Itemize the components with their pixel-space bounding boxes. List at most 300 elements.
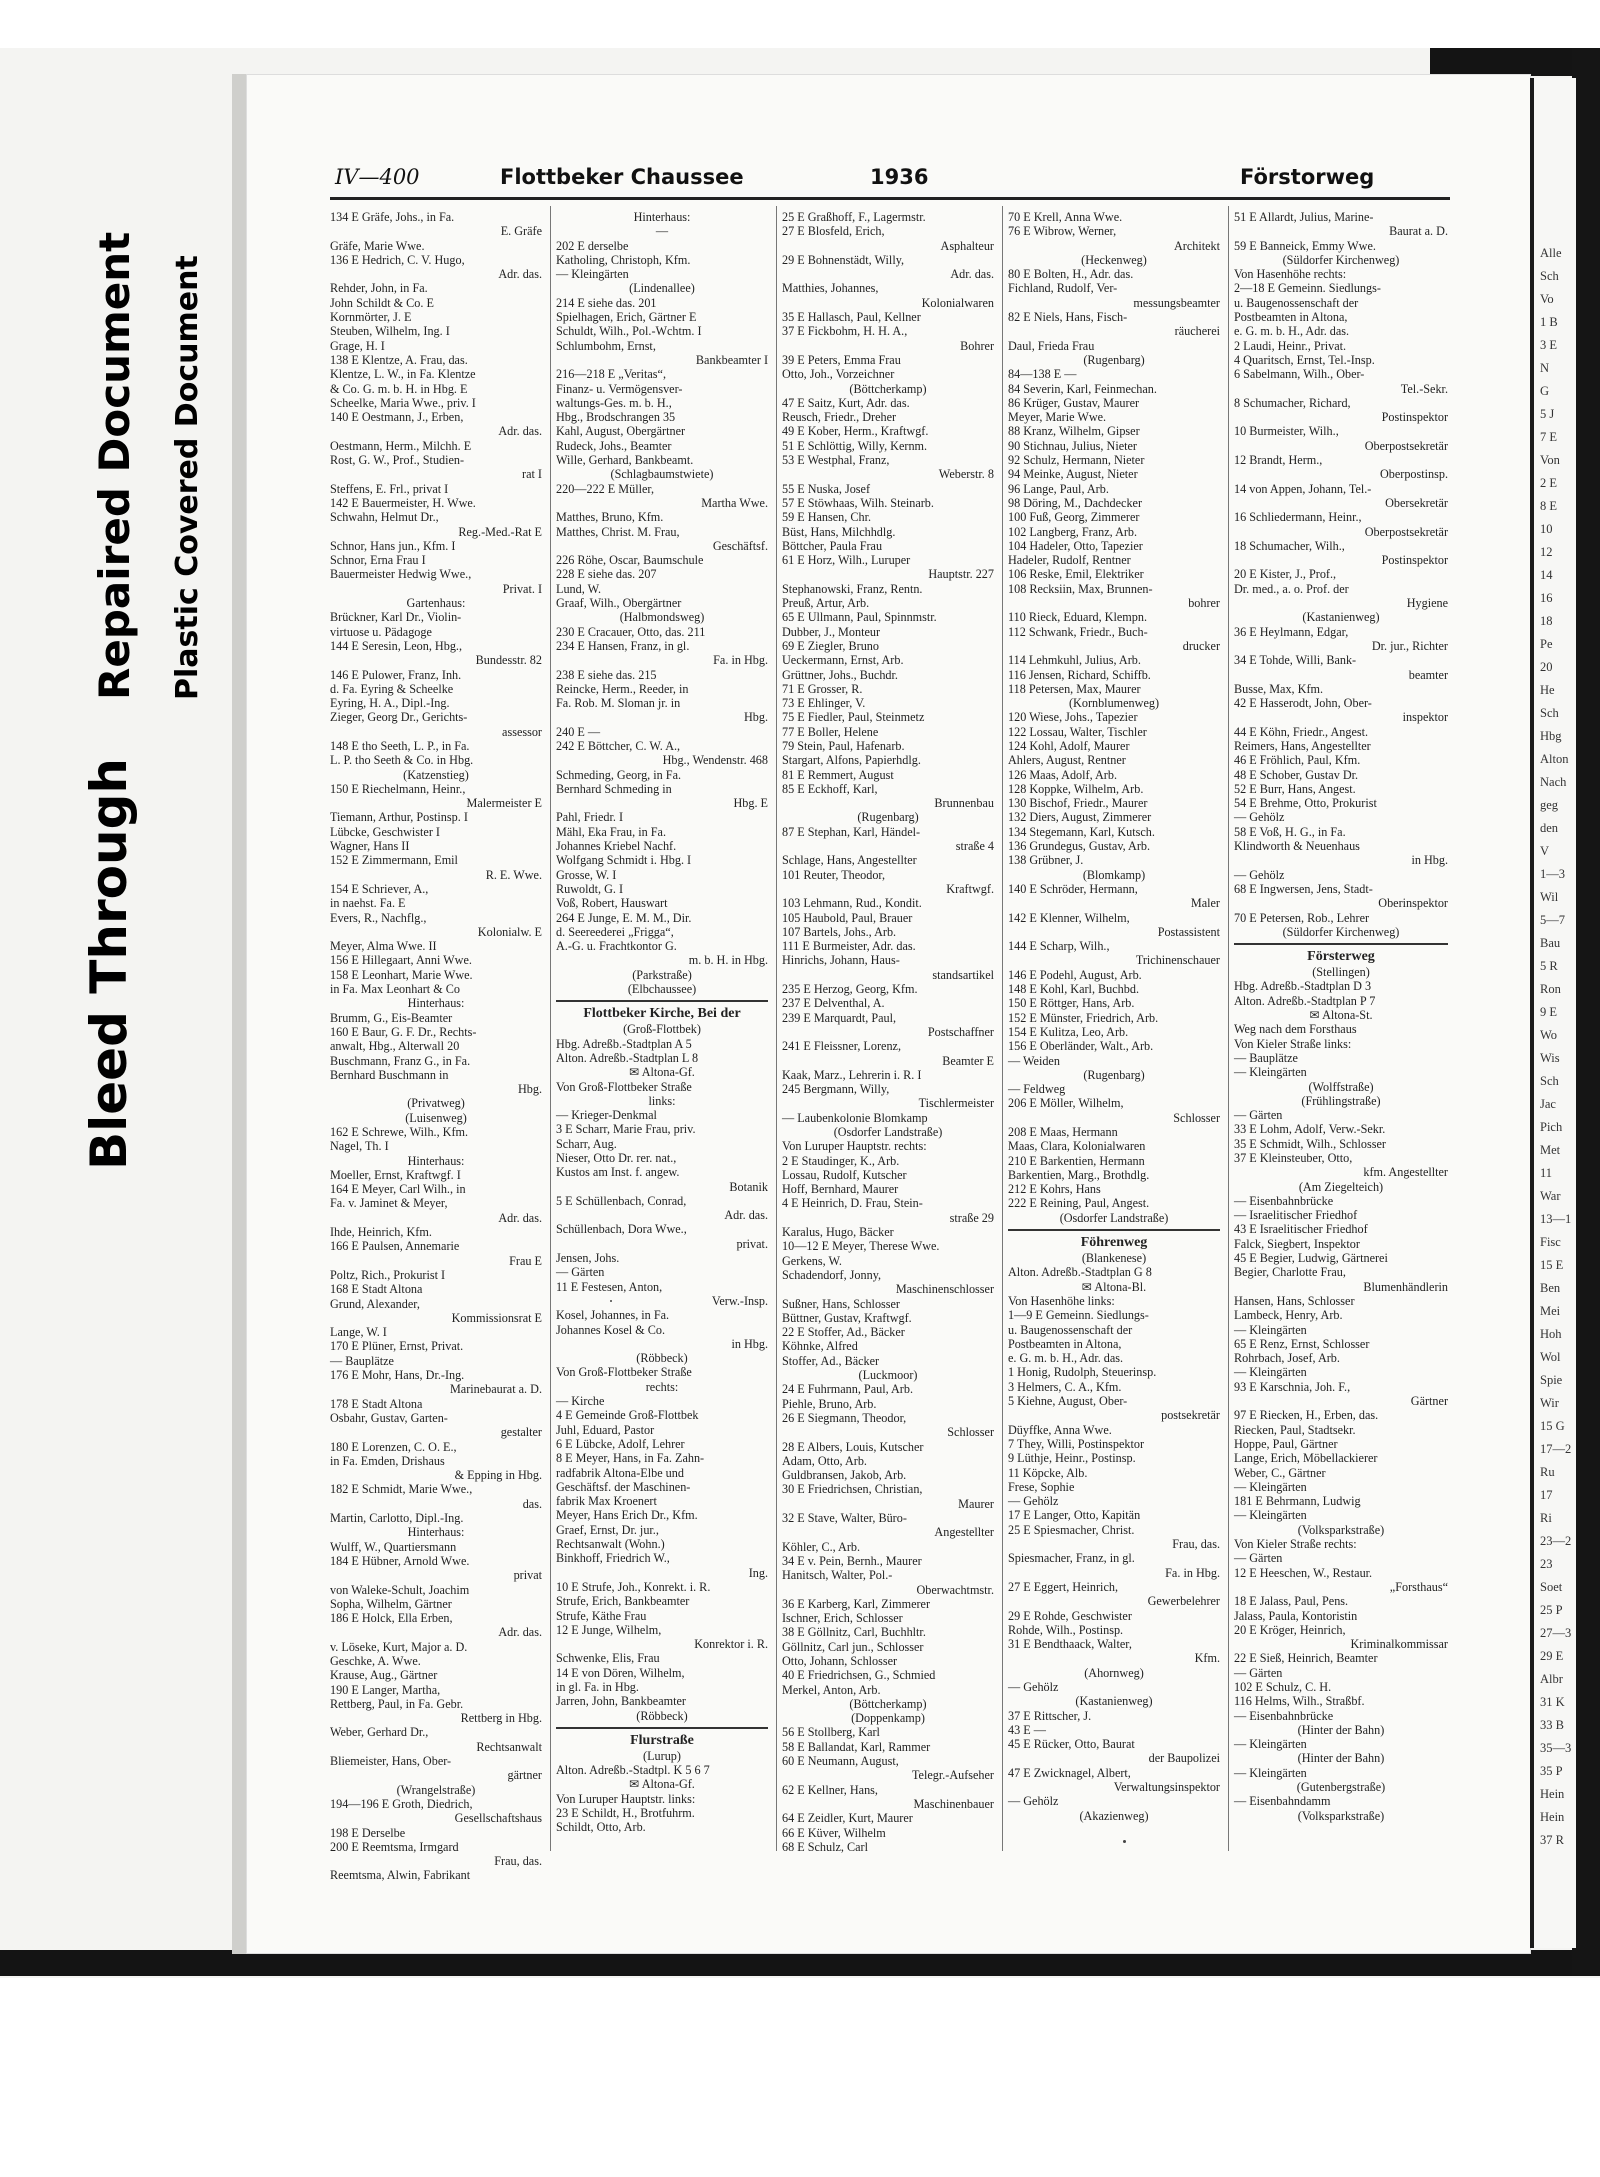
directory-entry: Bundesstr. 82 — [475, 653, 542, 668]
directory-entry: Mähl, Eka Frau, in Fa. — [556, 824, 667, 839]
directory-entry: 116 Helms, Wilh., Straßbf. — [1234, 1694, 1365, 1709]
directory-entry: 154 E Kulitza, Leo, Arb. — [1008, 1024, 1129, 1039]
directory-entry: Matthies, Johannes, — [782, 281, 879, 296]
directory-entry: (Elbchaussee) — [627, 982, 697, 997]
directory-entry: 20 E Kister, J., Prof., — [1234, 567, 1337, 582]
directory-entry: Schlosser — [947, 1425, 994, 1440]
directory-entry: Meyer, Hans Erich Dr., Kfm. — [556, 1508, 698, 1523]
directory-entry: Rohrbach, Josef, Arb. — [1234, 1351, 1340, 1366]
directory-entry: links: — [648, 1093, 676, 1108]
column-rule — [776, 206, 777, 1851]
directory-entry: 4 E Gemeinde Groß-Flottbek — [556, 1408, 699, 1423]
directory-entry: — Gärten — [1234, 1551, 1283, 1566]
adjacent-page-fragment: 12 — [1540, 545, 1553, 559]
directory-entry: 5 E Schüllenbach, Conrad, — [556, 1193, 687, 1208]
adjacent-page-fragment: 11 — [1540, 1166, 1553, 1180]
directory-entry: 24 E Fuhrmann, Paul, Arb. — [782, 1382, 914, 1397]
directory-entry: Bliemeister, Hans, Ober- — [330, 1754, 452, 1769]
directory-entry: Steuben, Wilhelm, Ing. I — [330, 324, 450, 339]
directory-entry: Grage, H. I — [330, 338, 385, 353]
directory-entry: 107 Bartels, Johs., Arb. — [782, 924, 897, 939]
directory-entry: 57 E Stöwhaas, Wilh. Steinarb. — [782, 495, 934, 510]
directory-entry: u. Baugenossenschaft der — [1008, 1322, 1133, 1337]
directory-entry: 134 Stegemann, Karl, Kutsch. — [1008, 824, 1155, 839]
directory-entry: Schnor, Hans jun., Kfm. I — [330, 538, 456, 553]
directory-entry: 101 Reuter, Theodor, — [782, 867, 886, 882]
directory-entry: 8 E Meyer, Hans, in Fa. Zahn- — [556, 1451, 705, 1466]
directory-entry: Oberinspektor — [1378, 896, 1448, 911]
directory-entry: Preuß, Artur, Arb. — [782, 596, 870, 611]
directory-entry: — Gehölz — [1234, 867, 1285, 882]
directory-entry: 245 Bergmann, Willy, — [782, 1082, 890, 1097]
adjacent-page-fragment: 15 E — [1540, 1258, 1564, 1272]
directory-entry: Von Groß-Flottbeker Straße — [556, 1079, 692, 1094]
directory-column-4 — [1008, 210, 1220, 1850]
directory-entry: 156 E Oberländer, Walt., Arb. — [1008, 1039, 1154, 1054]
directory-entry: assessor — [502, 724, 542, 739]
directory-entry: postsekretär — [1161, 1408, 1220, 1423]
directory-entry: Reimers, Hans, Angestellter — [1234, 738, 1371, 753]
directory-entry: 9 Lüthje, Heinr., Postinsp. — [1008, 1451, 1136, 1466]
directory-entry: Fa. in Hbg. — [1165, 1565, 1220, 1580]
directory-entry: 144 E Seresin, Leon, Hbg., — [330, 638, 463, 653]
directory-entry: Rettberg, Paul, in Fa. Gebr. — [330, 1696, 464, 1711]
directory-entry: Lange, Erich, Möbellackierer — [1234, 1451, 1378, 1466]
directory-entry: 4 Quaritsch, Ernst, Tel.-Insp. — [1234, 352, 1375, 367]
directory-entry: gärtner — [507, 1768, 542, 1783]
directory-entry: 45 E Begier, Ludwig, Gärtnerei — [1234, 1251, 1388, 1266]
directory-entry: — — [655, 224, 669, 239]
directory-entry: Hoff, Bernhard, Maurer — [782, 1182, 899, 1197]
directory-entry: Merkel, Anton, Arb. — [782, 1682, 881, 1697]
directory-entry: Matthes, Christ. M. Frau, — [556, 524, 680, 539]
directory-entry: 104 Hadeler, Otto, Tapezier — [1008, 538, 1143, 553]
directory-entry: Schadendorf, Jonny, — [782, 1267, 882, 1282]
directory-entry: Adr. das. — [950, 267, 994, 282]
directory-entry: Reincke, Herm., Reeder, in — [556, 681, 689, 696]
directory-entry: Dr. jur., Richter — [1371, 638, 1448, 653]
directory-entry: 25 E Graßhoff, F., Lagermstr. — [782, 210, 926, 224]
directory-entry: Schnor, Erna Frau I — [330, 553, 426, 568]
street-heading: Föhrenweg — [1008, 1229, 1220, 1251]
directory-entry: R. E. Wwe. — [485, 867, 542, 882]
directory-entry: Frese, Sophie — [1008, 1479, 1075, 1494]
directory-entry: Binkhoff, Friedrich W., — [556, 1551, 670, 1566]
directory-entry: Wagner, Hans II — [330, 839, 410, 854]
directory-entry: (Schlagbaumstwiete) — [610, 467, 714, 482]
directory-entry: standsartikel — [932, 967, 994, 982]
directory-entry: — Gehölz — [1008, 1679, 1059, 1694]
directory-entry: 29 E Bohnenstädt, Willy, — [782, 252, 905, 267]
directory-entry: 242 E Böttcher, C. W. A., — [556, 738, 681, 753]
directory-entry: 168 E Stadt Altona — [330, 1282, 423, 1297]
directory-entry: Postbeamten in Altona, — [1008, 1336, 1122, 1351]
directory-entry: Adr. das. — [498, 267, 542, 282]
directory-entry: Eyring, H. A., Dipl.-Ing. — [330, 696, 450, 711]
directory-entry: Stephanowski, Franz, Rentn. — [782, 581, 923, 596]
directory-entry: Maas, Clara, Kolonialwaren — [1008, 1139, 1146, 1154]
directory-entry: 124 Kohl, Adolf, Maurer — [1008, 738, 1130, 753]
directory-entry: 17 E Langer, Otto, Kapitän — [1008, 1508, 1141, 1523]
directory-entry: Nieser, Otto Dr. rer. nat., — [556, 1151, 677, 1165]
directory-entry: 90 Stichnau, Julius, Nieter — [1008, 438, 1137, 453]
directory-entry: 200 E Reemtsma, Irmgard — [330, 1839, 459, 1854]
directory-entry: Postassistent — [1157, 924, 1220, 939]
directory-entry: d. Fa. Eyring & Scheelke — [330, 681, 454, 696]
directory-entry: Böttcher, Paula Frau — [782, 538, 883, 553]
directory-entry: Reemtsma, Alwin, Fabrikant — [330, 1868, 471, 1883]
directory-entry: (Süldorfer Kirchenweg) — [1282, 924, 1400, 939]
adjacent-page-fragment: 23 — [1540, 1557, 1553, 1571]
directory-entry: Hauptstr. 227 — [928, 567, 994, 582]
directory-entry: 30 E Friedrichsen, Christian, — [782, 1482, 923, 1497]
directory-entry: radfabrik Altona-Elbe und — [556, 1465, 684, 1480]
directory-entry: 16 Schliedermann, Heinr., — [1234, 510, 1362, 525]
directory-entry: Ing. — [748, 1565, 768, 1580]
directory-entry: 14 von Appen, Johann, Tel.- — [1234, 481, 1372, 496]
directory-entry: Begier, Charlotte Frau, — [1234, 1265, 1346, 1280]
directory-entry: 160 E Baur, G. F. Dr., Rechts- — [330, 1024, 477, 1039]
directory-entry: Wolfgang Schmidt i. Hbg. I — [556, 853, 692, 868]
adjacent-page-fragment: Von — [1540, 453, 1560, 467]
directory-entry: 64 E Zeidler, Kurt, Maurer — [782, 1811, 913, 1826]
directory-entry: Adr. das. — [498, 424, 542, 439]
directory-entry: Postschaffner — [927, 1024, 994, 1039]
directory-entry: straße 29 — [949, 1210, 994, 1225]
directory-entry: 194—196 E Groth, Diedrich, — [330, 1796, 473, 1811]
directory-entry: Schildt, Otto, Arb. — [556, 1820, 646, 1835]
adjacent-page-fragment: 9 E — [1540, 1005, 1558, 1019]
adjacent-page-fragment: 5 J — [1540, 407, 1555, 421]
directory-entry: Verwaltungsinspektor — [1113, 1780, 1220, 1795]
directory-entry: 108 Recksiin, Max, Brunnen- — [1008, 581, 1153, 596]
directory-entry: — Kleingärten — [1234, 1765, 1307, 1780]
directory-entry: Voß, Robert, Hauswart — [556, 896, 668, 911]
directory-entry: Graaf, Wilh., Obergärtner — [556, 596, 682, 611]
directory-entry: Alton. Adreßb.-Stadtplan G 8 — [1008, 1265, 1152, 1280]
directory-entry: (Halbmondsweg) — [619, 610, 705, 625]
directory-entry: Geschäftsf. der Maschinen- — [556, 1479, 691, 1494]
adjacent-page-fragment: 35 P — [1540, 1764, 1563, 1778]
directory-entry: 202 E derselbe — [556, 238, 629, 253]
directory-entry: Malermeister E — [466, 796, 542, 811]
directory-entry: — Gehölz — [1234, 810, 1285, 825]
directory-entry: Frau, das. — [1172, 1537, 1220, 1552]
directory-entry: (Am Ziegelteich) — [1298, 1179, 1384, 1194]
directory-entry: 164 E Meyer, Carl Wilh., in — [330, 1182, 466, 1197]
directory-entry: 62 E Kellner, Hans, — [782, 1782, 878, 1797]
directory-entry: waltungs-Ges. m. b. H., — [556, 395, 672, 410]
adjacent-page-fragment: 15 G — [1540, 1419, 1565, 1433]
directory-entry: Postinspektor — [1381, 553, 1448, 568]
directory-entry: Buschmann, Franz G., in Fa. — [330, 1053, 471, 1068]
directory-entry: 59 E Banneick, Emmy Wwe. — [1234, 238, 1376, 253]
directory-entry: — Feldweg — [1008, 1082, 1066, 1097]
directory-entry: inspektor — [1402, 710, 1448, 725]
directory-entry: (Blankenese) — [1081, 1251, 1147, 1266]
directory-entry: 10 E Strufe, Joh., Konrekt. i. R. — [556, 1579, 711, 1594]
directory-entry: — Bauplätze — [330, 1353, 394, 1368]
directory-entry: 206 E Möller, Wilhelm, — [1008, 1096, 1124, 1111]
directory-entry: L. P. tho Seeth & Co. in Hbg. — [330, 753, 474, 768]
directory-entry: in naehst. Fa. E — [330, 896, 406, 911]
directory-entry: — Gärten — [1234, 1665, 1283, 1680]
directory-entry: Von Luruper Hauptstr. links: — [556, 1791, 696, 1806]
directory-entry: 12 E Heeschen, W., Restaur. — [1234, 1565, 1373, 1580]
directory-entry: Von Luruper Hauptstr. rechts: — [782, 1139, 927, 1154]
adjacent-page-text — [1540, 246, 1576, 1926]
directory-entry: Falck, Siegbert, Inspektor — [1234, 1236, 1360, 1251]
directory-entry: Oberpostsekretär — [1364, 438, 1448, 453]
directory-entry: (Hinter der Bahn) — [1297, 1722, 1385, 1737]
directory-entry: Kfm. — [1194, 1651, 1220, 1666]
directory-entry: 241 E Fleissner, Lorenz, — [782, 1039, 901, 1054]
directory-entry: (Ahornweg) — [1084, 1665, 1144, 1680]
directory-entry: Scheelke, Maria Wwe., priv. I — [330, 395, 476, 410]
directory-entry: Maschinenbauer — [913, 1796, 994, 1811]
directory-entry: Kolonialw. E — [477, 924, 542, 939]
directory-entry: Osbahr, Gustav, Garten- — [330, 1410, 448, 1425]
directory-entry: Schüllenbach, Dora Wwe., — [556, 1222, 687, 1237]
directory-entry: 228 E siehe das. 207 — [556, 567, 657, 582]
adjacent-page-fragment: Wol — [1540, 1350, 1561, 1364]
directory-entry: (Rugenbarg) — [1083, 352, 1145, 367]
directory-entry: virtuose u. Pädagoge — [330, 624, 432, 639]
adjacent-page-fragment: 1—3 — [1540, 867, 1565, 881]
directory-entry: 26 E Siegmann, Theodor, — [782, 1410, 907, 1425]
directory-entry: — Gehölz — [1008, 1794, 1059, 1809]
directory-entry: 212 E Kohrs, Hans — [1008, 1182, 1101, 1197]
directory-entry: Gerkens, W. — [782, 1253, 842, 1268]
directory-entry: Moeller, Ernst, Kraftwgf. I — [330, 1167, 461, 1182]
directory-entry: Strufe, Käthe Frau — [556, 1608, 647, 1623]
blank-margin-bottom — [0, 1978, 1600, 2177]
directory-entry: Weg nach dem Forsthaus — [1234, 1022, 1357, 1037]
directory-entry: Brumm, G., Eis-Beamter — [330, 1010, 453, 1025]
adjacent-page-fragment: Hoh — [1540, 1327, 1562, 1341]
directory-entry: Von Kieler Straße links: — [1234, 1036, 1352, 1051]
directory-entry: 190 E Langer, Martha, — [330, 1682, 441, 1697]
adjacent-page-fragment: Hein — [1540, 1810, 1565, 1824]
directory-entry: Hygiene — [1406, 596, 1448, 611]
directory-entry: 138 Grübner, J. — [1008, 853, 1084, 868]
directory-entry: (Lindenallee) — [629, 281, 695, 296]
directory-entry: 126 Maas, Adolf, Arb. — [1008, 767, 1118, 782]
adjacent-page-fragment: Hbg — [1540, 729, 1562, 743]
directory-entry: (Kastanienweg) — [1302, 610, 1380, 625]
directory-entry: d. Seereederei „Frigga“, — [556, 924, 674, 939]
directory-entry: & Epping in Hbg. — [454, 1468, 542, 1483]
directory-entry: Hinterhaus: — [633, 210, 691, 224]
directory-entry: 92 Schulz, Hermann, Nieter — [1008, 453, 1145, 468]
directory-entry: 105 Haubold, Paul, Brauer — [782, 910, 913, 925]
directory-entry: (Volksparkstraße) — [1297, 1522, 1385, 1537]
directory-entry: Alton. Adreßb.-Stadtplan L 8 — [556, 1050, 699, 1065]
directory-entry: (Doppenkamp) — [851, 1711, 925, 1726]
directory-entry: (Böttcherkamp) — [849, 1696, 927, 1711]
directory-entry: 138 E Klentze, A. Frau, das. — [330, 352, 468, 367]
directory-entry: Postinspektor — [1381, 410, 1448, 425]
directory-entry: — Eisenbahnbrücke — [1234, 1193, 1334, 1208]
directory-entry: 134 E Gräfe, Johs., in Fa. — [330, 210, 455, 224]
directory-entry: 180 E Lorenzen, C. O. E., — [330, 1439, 457, 1454]
directory-entry: Maschinenschlosser — [895, 1282, 994, 1297]
directory-entry: & Co. G. m. b. H. in Hbg. E — [330, 381, 468, 396]
directory-entry: straße 4 — [955, 839, 994, 854]
directory-entry: 136 E Hedrich, C. V. Hugo, — [330, 252, 465, 267]
adjacent-page-fragment: Alton — [1540, 752, 1569, 766]
directory-entry: Krause, Aug., Gärtner — [330, 1668, 438, 1683]
directory-column-3 — [782, 210, 994, 1854]
adjacent-page-fragment: 23—2 — [1540, 1534, 1572, 1548]
directory-entry: Hinterhaus: — [407, 996, 465, 1011]
directory-entry: (Parkstraße) — [632, 967, 692, 982]
directory-entry: e. G. m. b. H., Adr. das. — [1234, 324, 1350, 339]
directory-entry: ✉ Altona-Gf. — [629, 1777, 695, 1792]
directory-entry: (Hinter der Bahn) — [1297, 1751, 1385, 1766]
directory-entry: 60 E Neumann, August, — [782, 1754, 899, 1769]
directory-entry: 216—218 E „Veritas“, — [556, 367, 666, 382]
directory-entry: Konrektor i. R. — [694, 1637, 768, 1652]
directory-entry: 146 E Pulower, Franz, Inh. — [330, 667, 462, 682]
directory-entry: Steffens, E. Frl., privat I — [330, 481, 449, 496]
directory-entry: Dr. med., a. o. Prof. der — [1234, 581, 1349, 596]
adjacent-page-fragment: Fisc — [1540, 1235, 1561, 1249]
directory-entry: Sußner, Hans, Schlosser — [782, 1296, 900, 1311]
adjacent-page-fragment: Ri — [1540, 1511, 1552, 1525]
directory-entry: Fa. Rob. M. Sloman jr. in — [556, 696, 681, 711]
directory-entry: 43 E — — [1008, 1722, 1046, 1737]
directory-entry: 47 E Saitz, Kurt, Adr. das. — [782, 395, 910, 410]
directory-entry: Hinterhaus: — [407, 1525, 465, 1540]
adjacent-page-fragment: Met — [1540, 1143, 1561, 1157]
directory-entry: 6 E Lübcke, Adolf, Lehrer — [556, 1436, 685, 1451]
directory-entry: 40 E Friedrichsen, G., Schmied — [782, 1668, 936, 1683]
directory-entry: A.-G. u. Frachtkontor G. — [556, 939, 677, 954]
directory-entry: Fa. v. Jaminet & Meyer, — [330, 1196, 448, 1211]
adjacent-page-fragment: Spie — [1540, 1373, 1563, 1387]
directory-entry: Frau E — [509, 1253, 542, 1268]
directory-entry: 4 E Heinrich, D. Frau, Stein- — [782, 1196, 923, 1211]
directory-entry: Fa. in Hbg. — [713, 653, 768, 668]
directory-entry: Zieger, Georg Dr., Gerichts- — [330, 710, 468, 725]
directory-entry: 106 Reske, Emil, Elektriker — [1008, 567, 1144, 582]
directory-entry: Wille, Gerhard, Bankbeamt. — [556, 453, 694, 468]
directory-entry: — Kleingärten — [1234, 1479, 1307, 1494]
directory-entry: Klindworth & Neuenhaus — [1234, 839, 1360, 854]
directory-entry: 23 E Schildt, H., Brotfuhrm. — [556, 1806, 695, 1821]
directory-entry: von Waleke-Schult, Joachim — [330, 1582, 470, 1597]
directory-entry: 55 E Nuska, Josef — [782, 481, 871, 496]
directory-entry: 39 E Peters, Emma Frau — [782, 352, 901, 367]
directory-entry: Spielhagen, Erich, Gärtner E — [556, 310, 697, 325]
directory-entry: 103 Lehmann, Rud., Kondit. — [782, 896, 922, 911]
adjacent-page-fragment: Mei — [1540, 1304, 1561, 1318]
directory-entry: 116 Jensen, Richard, Schiffb. — [1008, 667, 1151, 682]
directory-entry: bohrer — [1188, 596, 1220, 611]
directory-entry: (Lurup) — [643, 1748, 681, 1763]
directory-entry: Obersekretär — [1385, 495, 1448, 510]
directory-entry: das. — [522, 1496, 542, 1511]
adjacent-page-fragment: 27—3 — [1540, 1626, 1572, 1640]
street-heading: Flottbeker Kirche, Bei der — [556, 1000, 768, 1022]
directory-entry: — Eisenbahndamm — [1234, 1794, 1331, 1809]
directory-entry: Köhnke, Alfred — [782, 1339, 858, 1354]
directory-entry: (Süldorfer Kirchenweg) — [1282, 252, 1400, 267]
directory-entry: 88 Kranz, Wilhelm, Gipser — [1008, 424, 1140, 439]
directory-entry: Hbg. Adreßb.-Stadtplan A 5 — [556, 1036, 692, 1051]
adjacent-page-fragment: 5 R — [1540, 959, 1558, 973]
directory-entry: 97 E Riecken, H., Erben, das. — [1234, 1408, 1379, 1423]
directory-entry: 110 Rieck, Eduard, Klempn. — [1008, 610, 1147, 625]
directory-entry: 61 E Horz, Wilh., Luruper — [782, 553, 911, 568]
directory-entry: Jalass, Paula, Kontoristin — [1234, 1608, 1358, 1623]
directory-entry: Meyer, Alma Wwe. II — [330, 939, 437, 954]
directory-entry: (Kastanienweg) — [1075, 1694, 1153, 1709]
directory-entry: 1 Honig, Rudolph, Steuerinsp. — [1008, 1365, 1157, 1380]
directory-entry: gestalter — [500, 1425, 542, 1440]
adjacent-page-fragment: 25 P — [1540, 1603, 1563, 1617]
directory-entry: Telegr.-Aufseher — [911, 1768, 994, 1783]
directory-entry: in Hbg. — [1411, 853, 1448, 868]
adjacent-page-fragment: Albr — [1540, 1672, 1563, 1686]
directory-entry: (Katzenstieg) — [403, 767, 469, 782]
page-number: IV—400 — [335, 165, 420, 189]
directory-entry: 184 E Hübner, Arnold Wwe. — [330, 1553, 470, 1568]
adjacent-page-fragment: Wis — [1540, 1051, 1560, 1065]
directory-entry: — Laubenkolonie Blomkamp — [782, 1110, 928, 1125]
directory-entry: 100 Fuß, Georg, Zimmerer — [1008, 510, 1140, 525]
directory-entry: privat — [513, 1568, 542, 1583]
directory-entry: Stargart, Alfons, Papierhdlg. — [782, 753, 921, 768]
directory-entry: 34 E Tohde, Willi, Bank- — [1234, 653, 1357, 668]
directory-entry: Bankbeamter I — [695, 352, 768, 367]
directory-entry: Kosel, Johannes, in Fa. — [556, 1308, 670, 1323]
directory-entry: Hbg., Brodschrangen 35 — [556, 410, 676, 425]
adjacent-page-fragment: den — [1540, 821, 1559, 835]
directory-entry: Piehle, Bruno, Arb. — [782, 1396, 877, 1411]
directory-entry: — Kleingärten — [1234, 1322, 1307, 1337]
directory-entry: 154 E Schriever, A., — [330, 881, 429, 896]
directory-entry: (Kornblumenweg) — [1068, 696, 1160, 711]
directory-entry: 220—222 E Müller, — [556, 481, 655, 496]
directory-entry: 35 E Hallasch, Paul, Kellner — [782, 310, 921, 325]
directory-entry: 51 E Schlöttig, Willy, Kernm. — [782, 438, 928, 453]
directory-entry: Ruwoldt, G. I — [556, 881, 624, 896]
directory-entry: 102 Langberg, Franz, Arb. — [1008, 524, 1138, 539]
directory-entry: 81 E Remmert, August — [782, 767, 894, 782]
directory-entry: Kriminalkommissar — [1350, 1637, 1448, 1652]
scan-dark-edge-right — [1572, 48, 1600, 1976]
directory-entry: 152 E Zimmermann, Emil — [330, 853, 458, 868]
directory-entry: Tischlermeister — [918, 1096, 994, 1111]
adjacent-page-fragment: Hein — [1540, 1787, 1565, 1801]
directory-entry: 48 E Schober, Gustav Dr. — [1234, 767, 1359, 782]
directory-entry: (Böttcherkamp) — [849, 381, 927, 396]
adjacent-page-fragment: 17 — [1540, 1488, 1553, 1502]
adjacent-page-fragment: Soet — [1540, 1580, 1563, 1594]
directory-entry: 75 E Fiedler, Paul, Steinmetz — [782, 710, 925, 725]
directory-entry: Weberstr. 8 — [938, 467, 994, 482]
adjacent-page-fragment: 1 B — [1540, 315, 1558, 329]
directory-entry: 1—9 E Gemeinn. Siedlungs- — [1008, 1308, 1149, 1323]
directory-entry: 73 E Ehlinger, V. — [782, 696, 866, 711]
directory-entry: 27 E Blosfeld, Erich, — [782, 224, 885, 239]
directory-entry: (Wrangelstraße) — [396, 1782, 476, 1797]
adjacent-page-fragment: He — [1540, 683, 1555, 697]
directory-entry: 140 E Oestmann, J., Erben, — [330, 410, 464, 425]
adjacent-page-fragment: Sch — [1540, 706, 1559, 720]
